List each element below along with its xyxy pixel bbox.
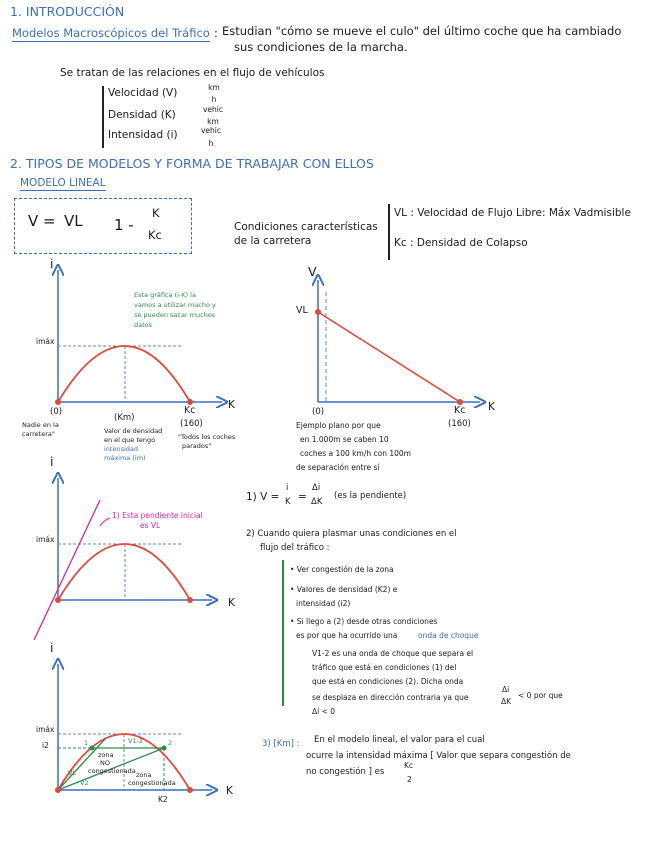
graph3-point-origin (55, 787, 61, 793)
heading-linear-model: MODELO LINEAL (20, 177, 106, 189)
graph3-point-1 (90, 746, 95, 751)
relation-density-unit-den: km (207, 117, 219, 126)
graphv-tick-0: (0) (312, 407, 325, 417)
note1-frac1-num: i (286, 483, 289, 493)
graphv-note-2: en 1.000m se caben 10 (300, 435, 389, 444)
relation-velocity-unit-den: h (211, 95, 217, 104)
graph3-point-2 (162, 746, 167, 751)
graph3-vl-label: VL (68, 769, 77, 777)
v12-line-5: Δi < 0 (312, 707, 336, 716)
note1-eq: = (298, 491, 307, 503)
heading-section-2: 2. TIPOS DE MODELOS Y FORMA DE TRABAJAR CON ELLOS (10, 156, 374, 171)
vl-definition: VL : Velocidad de Flujo Libre: Máx Vadmisible (394, 207, 631, 219)
graph1-tick-0: (0) (50, 407, 63, 417)
note3-line-1: En el modelo lineal, el valor para el cual (314, 735, 485, 745)
graph3-pt2-label: 2 (168, 739, 173, 747)
graph3-pt1-label: 1 (84, 739, 89, 747)
graph1-below-right-2: parados" (182, 442, 212, 450)
graph1-tick-kc: Kc (184, 405, 196, 416)
graphv-note-1: Ejemplo plano por que (296, 421, 381, 430)
graph1-below-mid-3: intensidad (104, 445, 139, 453)
relation-velocity-unit-num: km (208, 83, 220, 92)
kc-definition: Kc : Densidad de Colapso (394, 237, 528, 249)
graph3-zone-free-2: NO (100, 759, 110, 767)
note2-bullet-2-line-2: intensidad (i2) (296, 599, 351, 608)
relation-intensity-unit-num: vehic (200, 126, 221, 135)
graphv-y-label: V (308, 264, 317, 279)
v12-frac-num: Δi (502, 685, 510, 694)
relation-intensity-unit-den: h (208, 139, 214, 148)
graphv-tick-kc: Kc (454, 405, 466, 416)
term-colon: : (214, 26, 218, 40)
v12-line-4: se desplaza en dirección contraria ya que (312, 693, 469, 702)
graph2-x-label: K (228, 597, 235, 609)
relations-bullet: Se tratan de las relaciones en el flujo de vehículos (60, 67, 325, 79)
note2-bar (282, 560, 284, 706)
graph3-i2-label: i2 (42, 741, 49, 750)
relation-density-label: Densidad (K) (108, 109, 176, 121)
formula-kc: Kc (148, 228, 162, 242)
note3-line-3: no congestión ] es (306, 767, 385, 777)
graph1-imax-label: imáx (36, 337, 55, 346)
graph1-note-4: datos (134, 321, 153, 329)
note1-prefix: 1) V = (246, 491, 280, 503)
graphv-tick-160: (160) (448, 419, 471, 429)
note3-frac-num: Kc (404, 761, 414, 770)
graph1-y-label: i (50, 256, 54, 271)
note1-frac1-den: K (285, 497, 291, 507)
graph3-zone-cong-1: zona (136, 771, 152, 779)
graphv-note-3: coches a 100 km/h con 100m (300, 449, 411, 458)
note2-line-2: flujo del tráfico : (260, 543, 330, 553)
graph1-x-label: K (228, 399, 235, 411)
graph2-note-2: es VL (140, 521, 161, 530)
note2-bullet-2-line-1: • Valores de densidad (K2) e (290, 585, 398, 594)
note1-suffix: (es la pendiente) (334, 491, 407, 501)
relation-intensity-label: Intensidad (i) (108, 129, 178, 141)
graph1-below-mid-2: en el que tengo (104, 436, 156, 444)
graph2-imax-label: imáx (36, 535, 55, 544)
graph1-below-mid-1: Valor de densidad (104, 427, 163, 435)
graph3-y-label: i (50, 640, 54, 655)
graph2-note-1: 1) Esta pendiente inicial (112, 511, 203, 520)
definition-line-2: sus condiciones de la marcha. (234, 40, 408, 54)
graph3-zone-cong-2: congestionada (128, 779, 176, 787)
macroscopic-models-term: Modelos Macroscópicos del Tráfico (12, 26, 210, 40)
note3-frac-den: 2 (407, 775, 412, 784)
graph2-y-label: i (50, 454, 54, 469)
graph1-below-left-1: Nadie en la (22, 421, 59, 429)
relation-velocity-label: Velocidad (V) (108, 87, 178, 99)
graph1-below-mid-4: máxima (im) (104, 454, 146, 462)
note2-line-1: 2) Cuando quiera plasmar unas condiciones en el (246, 529, 457, 539)
graph1-note-1: Esta gráfica (i-K) la (134, 291, 196, 299)
graph1-tick-km: (Km) (114, 413, 135, 423)
definition-line-1: Estudian "cómo se mueve el culo" del último coche que ha cambiado (222, 24, 622, 38)
note2-bullet-1: • Ver congestión de la zona (290, 565, 394, 574)
graph3-imax-label: imáx (36, 725, 55, 734)
conditions-label-2: de la carretera (234, 235, 312, 247)
graph1-note-3: se pueden sacar muchos (134, 311, 216, 319)
v12-line-3: que está en condiciones (2). Dicha onda (312, 677, 464, 686)
graph3-v12-label: V1-2 (128, 737, 144, 745)
graph3-point-kc (187, 787, 193, 793)
v12-line-2: tráfico que está en condiciones (1) del (312, 663, 457, 672)
note3-line-2: ocurre la intensidad máxima [ Valor que separa congestión de (306, 751, 571, 761)
graphv-x-label: K (488, 401, 495, 413)
v12-line-1: V1-2 es una onda de choque que separa el (312, 649, 474, 658)
graph3-v2-label: V2 (80, 779, 89, 787)
note3-prefix: 3) [Km] : (262, 739, 300, 749)
heading-introduction: 1. INTRODUCCIÓN (10, 4, 125, 19)
graph3-k2-label: K2 (158, 795, 168, 804)
graph1-below-left-2: carretera" (22, 430, 55, 438)
formula-lhs: V = (28, 212, 56, 230)
relation-density-unit-num: vehic (202, 105, 223, 114)
graph3-zone-free-3: congestionada (88, 767, 136, 775)
formula-k: K (152, 206, 160, 220)
graph1-note-2: vamos a utilizar mucho y (134, 301, 216, 309)
conditions-label-1: Condiciones características (234, 221, 378, 233)
graph3-zone-free-1: zona (98, 751, 114, 759)
graph3-x-label: K (226, 785, 233, 797)
graph1-below-right-1: "Todos los coches (178, 433, 236, 441)
v12-tail: < 0 por que (518, 691, 563, 700)
graphv-note-4: de separación entre sí (296, 463, 380, 472)
shockwave-term: onda de choque (418, 631, 479, 640)
formula-one-minus: 1 - (114, 216, 134, 234)
graph1-tick-160: (160) (180, 419, 203, 429)
note1-frac2-num: Δi (312, 483, 321, 493)
note2-bullet-3-line-1: • Si llego a (2) desde otras condiciones (290, 617, 438, 626)
formula-vl: VL (64, 212, 83, 230)
graphv-vl-label: VL (296, 305, 308, 316)
note2-bullet-3-line-2: es por que ha ocurrido una (296, 631, 398, 640)
note1-frac2-den: ΔK (311, 497, 323, 507)
v12-frac-den: ΔK (501, 697, 512, 706)
